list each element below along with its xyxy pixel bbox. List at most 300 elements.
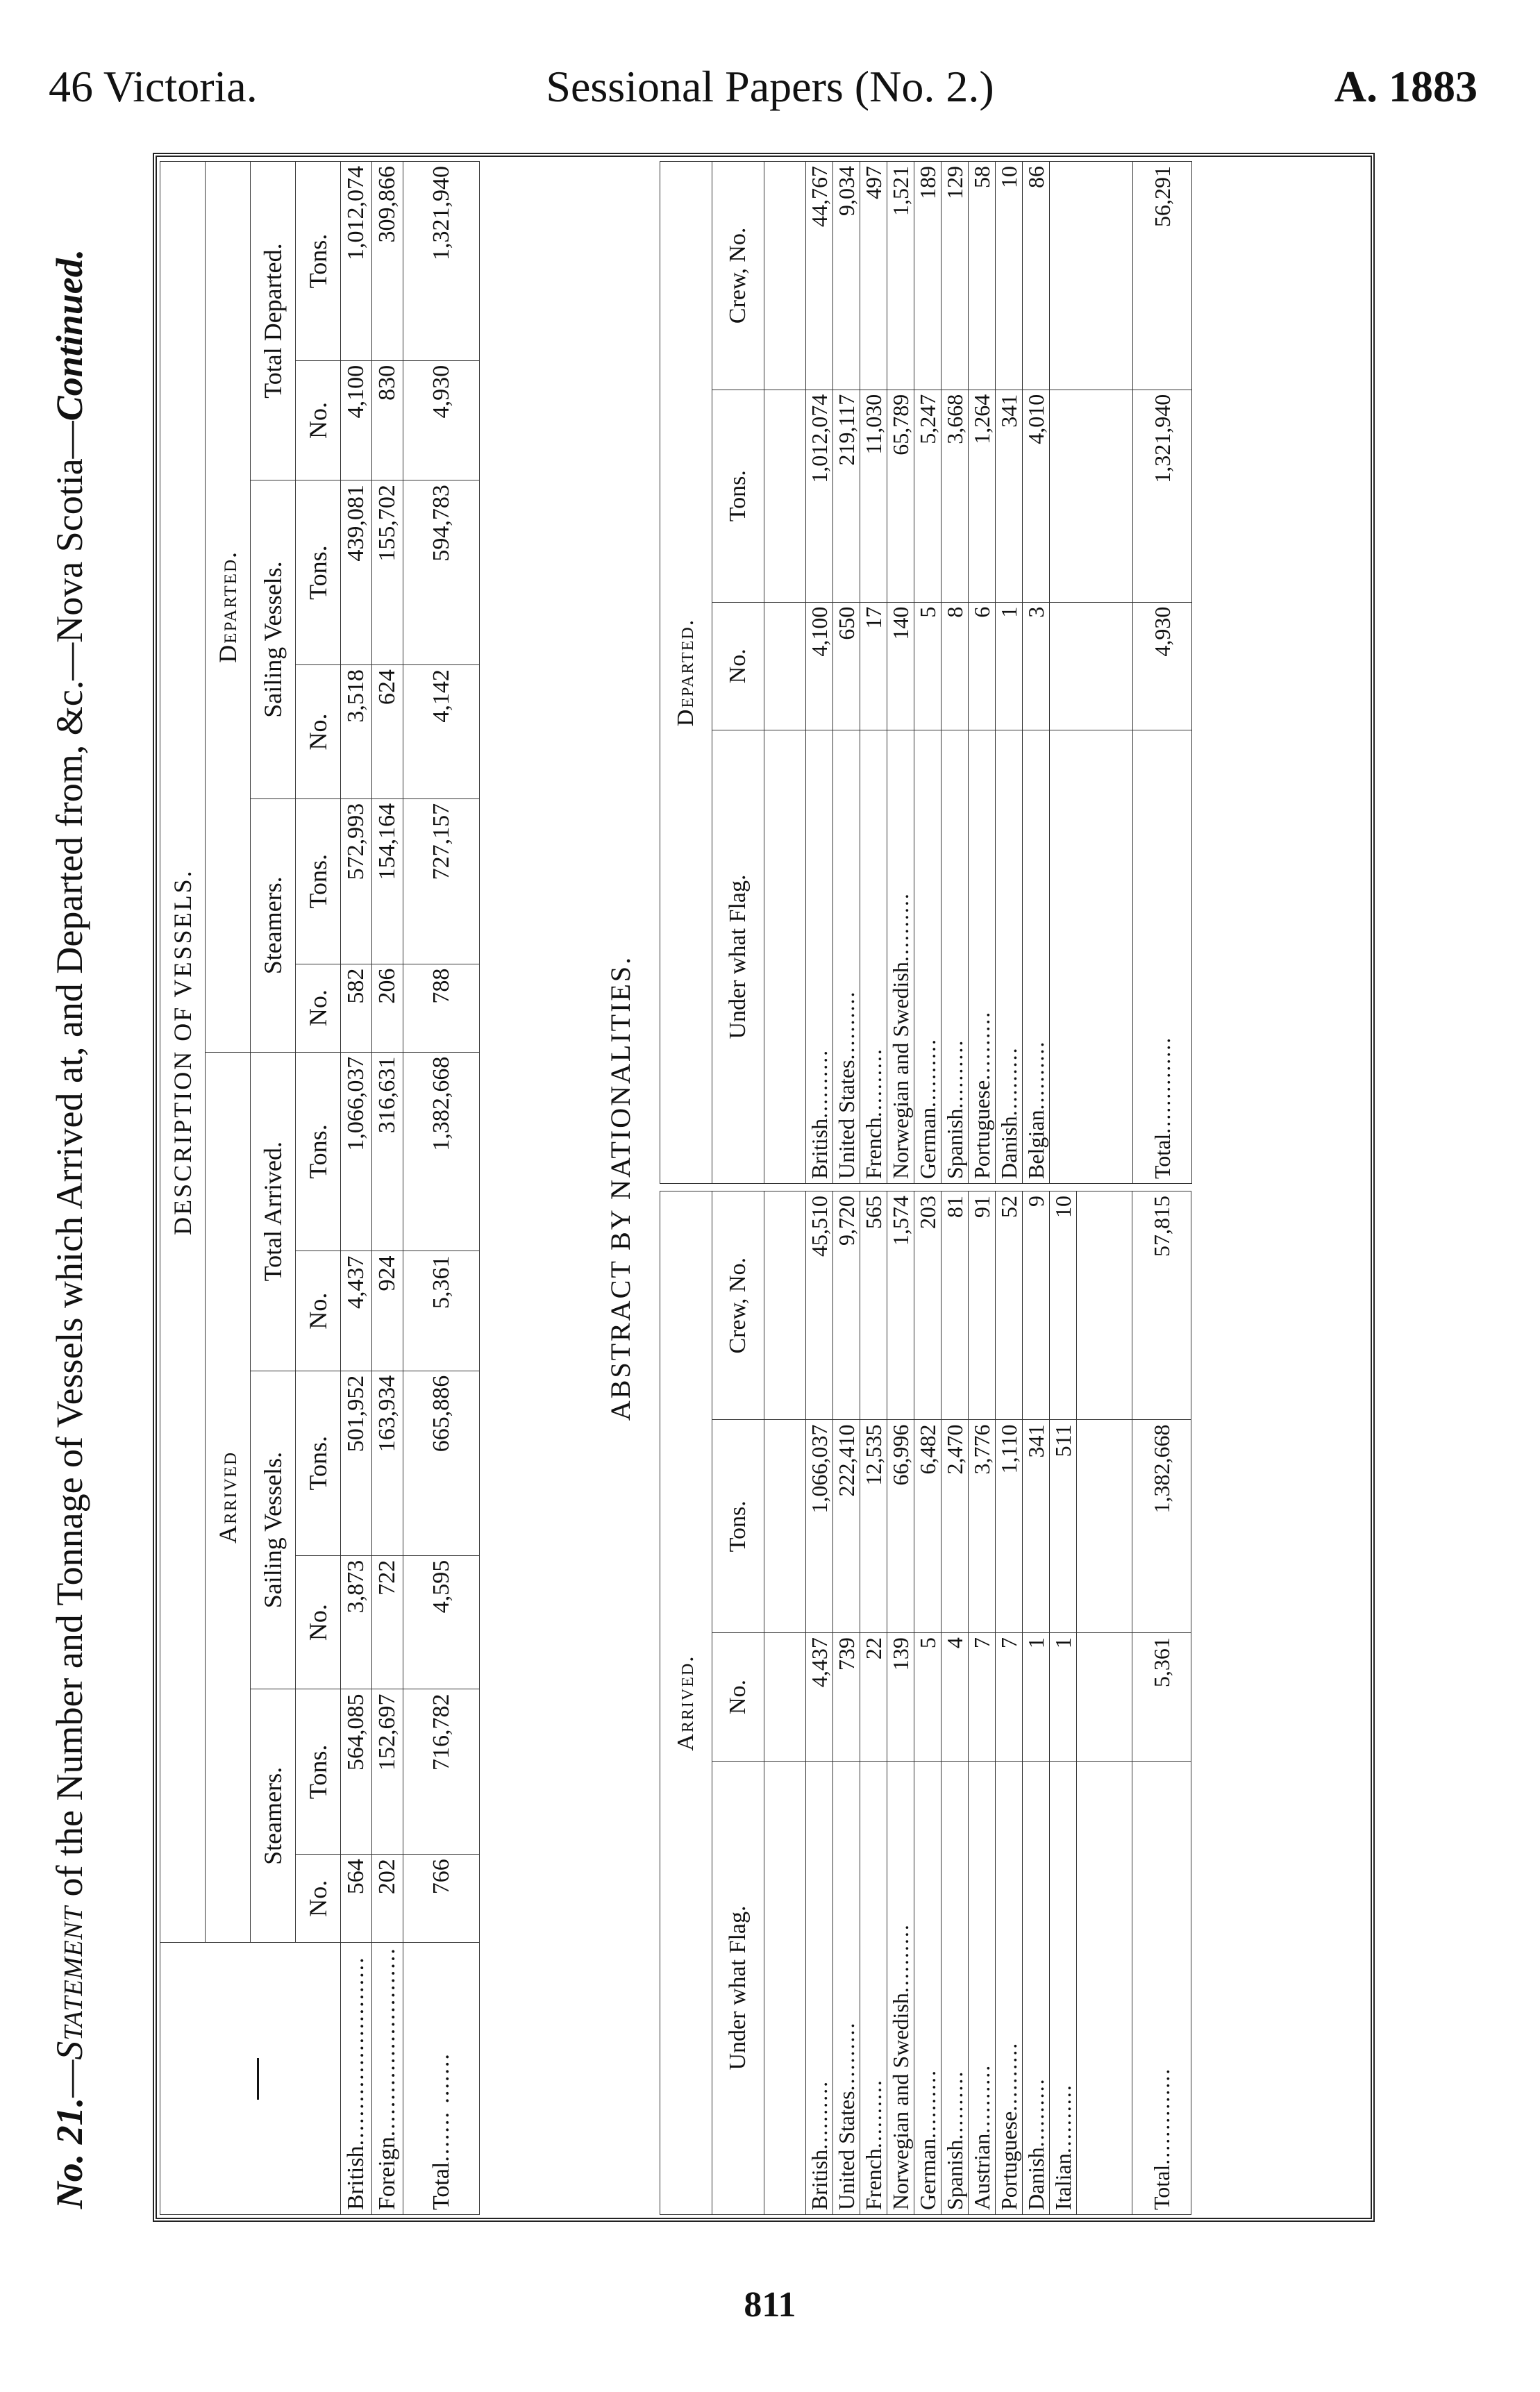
description-cell: 1,321,940 xyxy=(403,162,480,361)
abstract-cell xyxy=(860,390,887,602)
departed-heading: Departed. xyxy=(206,162,251,1053)
abstract-value: 3,668 xyxy=(942,394,967,444)
leader-dots: .......... xyxy=(861,1048,886,1118)
abstract-value: 1,574 xyxy=(888,1196,913,1246)
abstract-cell xyxy=(833,1420,860,1633)
arrived-heading: Arrived xyxy=(206,1052,251,1943)
abstract-spacer-row xyxy=(764,1191,806,2215)
leader-dots: .......... xyxy=(942,2070,967,2140)
description-row xyxy=(372,162,403,2215)
abstract-value: 9 xyxy=(1023,1196,1048,1207)
abstract-col-heading: Crew, No. xyxy=(712,162,764,390)
abstract-value: 5 xyxy=(915,606,940,618)
flag-cell xyxy=(996,730,1023,1184)
abstract-cell xyxy=(806,1191,833,1421)
spacer-cell xyxy=(1050,602,1133,730)
abstract-cell xyxy=(806,390,833,602)
flag-cell xyxy=(996,1762,1023,2215)
abstract-cell xyxy=(914,390,941,602)
description-cell: 4,595 xyxy=(403,1555,480,1689)
spacer-cell xyxy=(764,162,806,390)
header-year: A. 1883 xyxy=(1334,62,1478,111)
leader-dots: .......................... xyxy=(374,1947,400,2137)
description-cell: 501,952 xyxy=(341,1371,372,1555)
description-cell: 163,934 xyxy=(372,1371,403,1555)
total-arrived-heading: Total Arrived. xyxy=(251,1052,296,1371)
description-cell: 439,081 xyxy=(341,480,372,665)
abstract-cell xyxy=(833,602,860,730)
flag-name: Portuguese xyxy=(996,2111,1021,2210)
abstract-cell xyxy=(969,602,996,730)
abstract-row xyxy=(969,162,996,1184)
abstract-value: 1 xyxy=(996,606,1021,618)
total-label-cell xyxy=(1133,730,1192,1184)
col-tons-heading: Tons. xyxy=(296,480,341,665)
abstract-value: 4,100 xyxy=(807,606,832,657)
abstract-row xyxy=(833,162,860,1184)
abstract-cell xyxy=(860,602,887,730)
flag-cell xyxy=(887,730,914,1184)
abstract-cell xyxy=(887,1633,914,1762)
header-papers: Sessional Papers (No. 2.) xyxy=(546,62,994,111)
col-no-heading: No. xyxy=(296,964,341,1052)
leader-dots: .......... xyxy=(1023,2077,1048,2148)
description-cell: 3,873 xyxy=(341,1555,372,1689)
abstract-value: 45,510 xyxy=(807,1196,832,1257)
description-heading: DESCRIPTION OF VESSELS. xyxy=(160,162,206,1943)
departed-abstract-body xyxy=(764,162,1192,1184)
description-cell: 1,382,668 xyxy=(403,1052,480,1251)
abstract-cell xyxy=(887,602,914,730)
arr-sailing-heading: Sailing Vessels. xyxy=(251,1371,296,1689)
flag-name: Portuguese xyxy=(969,1080,994,1179)
col-no-heading: No. xyxy=(296,1555,341,1689)
abstract-col-heading: Tons. xyxy=(712,390,764,602)
col-tons-heading: Tons. xyxy=(296,1052,341,1251)
flag-cell xyxy=(860,1762,887,2215)
abstract-cell xyxy=(969,1191,996,1421)
leader-dots: .......... xyxy=(807,2080,832,2150)
flag-name: French xyxy=(861,1117,886,1179)
abstract-cell xyxy=(1050,1633,1077,1762)
abstract-cell xyxy=(996,162,1023,390)
abstract-value: 341 xyxy=(1023,1424,1048,1458)
description-cell: 727,157 xyxy=(403,798,480,964)
abstract-cell xyxy=(969,1633,996,1762)
abstract-row xyxy=(969,1191,996,2215)
abstract-cell xyxy=(1050,1191,1077,1421)
abstract-cell xyxy=(887,1191,914,1421)
flag-name: United States xyxy=(834,1060,859,1179)
flag-name: Italian xyxy=(1051,2153,1076,2210)
abstract-cell xyxy=(1023,1191,1050,1421)
description-cell: 624 xyxy=(372,665,403,799)
leader-dots: .......... xyxy=(834,2021,859,2091)
abstract-value: 1 xyxy=(1023,1637,1048,1649)
abstract-value: 222,410 xyxy=(834,1424,859,1497)
abstract-col-heading: Under what Flag. xyxy=(712,1762,764,2215)
header-session: 46 Victoria. xyxy=(49,62,258,111)
leader-dots: ....... ....... xyxy=(428,2052,454,2162)
abstract-value: 4,437 xyxy=(807,1637,832,1688)
col-tons-heading: Tons. xyxy=(296,162,341,361)
departed-abstract-heading: Departed. xyxy=(660,162,712,1184)
abstract-cell xyxy=(833,1633,860,1762)
description-cell: 716,782 xyxy=(403,1689,480,1855)
total-cell xyxy=(1132,1420,1191,1633)
abstract-row xyxy=(996,162,1023,1184)
leader-dots: .......................... xyxy=(343,1956,369,2146)
abstract-cell xyxy=(860,1191,887,1421)
leader-dots: .......... xyxy=(915,1037,940,1107)
dep-sailing-heading: Sailing Vessels. xyxy=(251,480,296,799)
spacer-cell xyxy=(764,602,806,730)
abstract-value: 139 xyxy=(888,1637,913,1671)
description-cell: 5,361 xyxy=(403,1251,480,1371)
arr-steamers-heading: Steamers. xyxy=(251,1689,296,1943)
abstract-spacer-row xyxy=(1077,1191,1132,2215)
spacer-cell xyxy=(764,1191,806,1421)
abstract-value: 4,010 xyxy=(1023,394,1048,444)
abstract-value: 11,030 xyxy=(861,394,886,455)
flag-cell xyxy=(887,1762,914,2215)
abstract-value: 6,482 xyxy=(915,1424,940,1475)
abstract-cell xyxy=(1023,162,1050,390)
abstract-cell xyxy=(941,390,969,602)
spacer-cell xyxy=(1077,1420,1132,1633)
flag-cell xyxy=(1023,1762,1050,2215)
title-continued: Continued. xyxy=(49,249,90,421)
abstract-cell xyxy=(941,1633,969,1762)
leader-dots: .......... xyxy=(861,2079,886,2149)
total-cell xyxy=(1133,162,1192,390)
abstract-cell xyxy=(806,602,833,730)
abstract-cell xyxy=(806,1633,833,1762)
abstract-value: 341 xyxy=(996,394,1021,428)
flag-cell xyxy=(914,730,941,1184)
total-value: 1,382,668 xyxy=(1149,1424,1174,1514)
spacer-cell xyxy=(764,730,806,1184)
description-cell: 594,783 xyxy=(403,480,480,665)
leader-dots: .......... xyxy=(915,2068,940,2139)
row-label xyxy=(403,1943,480,2215)
flag-cell xyxy=(806,730,833,1184)
title-statement: Statement xyxy=(49,1905,90,2060)
abstract-value: 129 xyxy=(942,166,967,199)
total-label: Total xyxy=(1150,1133,1175,1179)
abstract-cell xyxy=(1023,602,1050,730)
abstract-total-row xyxy=(1132,1191,1191,2215)
stub-header xyxy=(160,1943,341,2215)
flag-name: Norwegian and Swedish xyxy=(888,962,913,1179)
abstract-value: 140 xyxy=(888,606,913,640)
description-body xyxy=(341,162,480,2215)
sub-header-row xyxy=(296,162,341,2215)
flag-cell xyxy=(941,730,969,1184)
abstract-value: 3 xyxy=(1023,606,1048,618)
departed-columns xyxy=(712,162,764,1184)
description-row xyxy=(403,162,480,2215)
abstract-cell xyxy=(914,602,941,730)
departed-abstract-table xyxy=(660,161,1192,1184)
col-tons-heading: Tons. xyxy=(296,798,341,964)
col-no-heading: No. xyxy=(296,665,341,799)
abstract-row xyxy=(833,1191,860,2215)
row-label xyxy=(341,1943,372,2215)
description-cell: 206 xyxy=(372,964,403,1052)
description-cell: 4,142 xyxy=(403,665,480,799)
abstract-col-heading: Crew, No. xyxy=(712,1191,764,1421)
abstract-value: 3,776 xyxy=(969,1424,994,1475)
flag-name: Danish xyxy=(996,1116,1021,1179)
abstract-cell xyxy=(806,1420,833,1633)
abstract-value: 1,012,074 xyxy=(807,394,832,483)
total-value: 57,815 xyxy=(1149,1196,1174,1257)
abstract-row xyxy=(806,162,833,1184)
total-value: 5,361 xyxy=(1149,1637,1174,1688)
abstract-total-row xyxy=(1133,162,1192,1184)
spacer-cell xyxy=(764,1762,806,2215)
col-no-heading: No. xyxy=(296,1855,341,1943)
abstract-row xyxy=(1050,1191,1077,2215)
abstract-cell xyxy=(914,1420,941,1633)
abstract-value: 91 xyxy=(969,1196,994,1218)
abstract-cell xyxy=(914,1633,941,1762)
spacer-cell xyxy=(764,1420,806,1633)
abstract-col-heading: Under what Flag. xyxy=(712,730,764,1184)
abstract-row xyxy=(887,162,914,1184)
abstract-cell xyxy=(996,1633,1023,1762)
spacer-cell xyxy=(764,390,806,602)
leader-dots: .......... xyxy=(1051,2084,1076,2154)
flag-name: Belgian xyxy=(1023,1110,1048,1179)
abstract-cell xyxy=(833,1191,860,1421)
flag-name: Norwegian and Swedish xyxy=(888,1993,913,2210)
col-tons-heading: Tons. xyxy=(296,1689,341,1855)
abstract-value: 9,720 xyxy=(834,1196,859,1246)
abstract-value: 650 xyxy=(834,606,859,640)
leader-dots: .......... xyxy=(942,1039,967,1109)
abstract-col-heading: No. xyxy=(712,602,764,730)
flag-name: Spanish xyxy=(942,1108,967,1179)
description-cell: 766 xyxy=(403,1855,480,1943)
title-text: of the Number and Tonnage of Vessels which Arrived at, and Departed from, &c.—Nova Scotia— xyxy=(49,421,90,1906)
abstract-value: 497 xyxy=(861,166,886,199)
total-departed-heading: Total Departed. xyxy=(251,162,296,480)
abstract-value: 1,264 xyxy=(969,394,994,444)
total-cell xyxy=(1132,1633,1191,1762)
flag-cell xyxy=(914,1762,941,2215)
abstract-value: 1,521 xyxy=(888,166,913,216)
col-no-heading: No. xyxy=(296,1251,341,1371)
flag-cell xyxy=(969,1762,996,2215)
row-label xyxy=(372,1943,403,2215)
abstract-cell xyxy=(969,390,996,602)
abstract-value: 4 xyxy=(942,1637,967,1649)
leader-dots: .......... xyxy=(888,892,913,962)
title-number: No. 21. xyxy=(49,2097,90,2209)
description-cell: 722 xyxy=(372,1555,403,1689)
abstract-value: 189 xyxy=(915,166,940,199)
abstract-value: 10 xyxy=(996,166,1021,188)
rotated-statement xyxy=(49,153,1375,2222)
arrived-abstract-table xyxy=(660,1191,1191,2215)
description-cell: 3,518 xyxy=(341,665,372,799)
spacer-cell xyxy=(1077,1762,1132,2215)
flag-cell xyxy=(806,1762,833,2215)
flag-cell xyxy=(1023,730,1050,1184)
abstract-value: 86 xyxy=(1023,166,1048,188)
description-cell: 152,697 xyxy=(372,1689,403,1855)
abstract-cell xyxy=(996,390,1023,602)
description-cell: 582 xyxy=(341,964,372,1052)
abstract-row xyxy=(996,1191,1023,2215)
abstract-value: 9,034 xyxy=(834,166,859,216)
abstract-cell xyxy=(887,162,914,390)
page-number: 811 xyxy=(744,2285,796,2325)
description-table xyxy=(160,161,480,2215)
abstract-value: 7 xyxy=(969,1637,994,1649)
description-cell: 4,437 xyxy=(341,1251,372,1371)
abstract-value: 7 xyxy=(996,1637,1021,1649)
leader-dots: .......... xyxy=(969,2064,994,2134)
flag-name: German xyxy=(915,2138,940,2210)
flag-name: Spanish xyxy=(942,2139,967,2210)
description-cell: 316,631 xyxy=(372,1052,403,1251)
abstract-cell xyxy=(996,602,1023,730)
description-cell: 788 xyxy=(403,964,480,1052)
abstract-cell xyxy=(860,162,887,390)
row-label-text: Total xyxy=(428,2161,454,2210)
abstract-value: 12,535 xyxy=(861,1424,886,1486)
abstract-value: 10 xyxy=(1051,1196,1076,1218)
abstract-row xyxy=(860,1191,887,2215)
abstract-cell xyxy=(806,162,833,390)
total-label-cell xyxy=(1132,1762,1191,2215)
abstract-cell xyxy=(941,1191,969,1421)
total-value: 56,291 xyxy=(1150,166,1175,227)
flag-name: German xyxy=(915,1107,940,1179)
flag-cell xyxy=(833,730,860,1184)
row-label-text: Foreign xyxy=(374,2136,400,2210)
row-label-text: British xyxy=(343,2146,369,2210)
abstract-cell xyxy=(941,162,969,390)
abstract-value: 22 xyxy=(861,1637,886,1660)
abstract-value: 565 xyxy=(861,1196,886,1229)
flag-cell xyxy=(969,730,996,1184)
description-cell: 665,886 xyxy=(403,1371,480,1555)
flag-cell xyxy=(1050,1762,1077,2215)
abstract-value: 8 xyxy=(942,606,967,618)
abstract-cell xyxy=(860,1420,887,1633)
abstract-row xyxy=(941,162,969,1184)
abstract-value: 511 xyxy=(1051,1424,1076,1457)
col-no-heading: No. xyxy=(296,360,341,480)
total-cell xyxy=(1132,1191,1191,1421)
description-cell: 1,012,074 xyxy=(341,162,372,361)
flag-name: British xyxy=(807,1118,832,1179)
flag-name: United States xyxy=(834,2091,859,2210)
leader-dots: .......... xyxy=(996,2041,1021,2111)
abstract-value: 219,117 xyxy=(834,394,859,466)
abstract-row xyxy=(806,1191,833,2215)
spacer-cell xyxy=(1050,390,1133,602)
abstract-row xyxy=(1023,162,1050,1184)
abstract-cell xyxy=(1023,1633,1050,1762)
abstract-value: 52 xyxy=(996,1196,1021,1218)
abstract-spacer-row xyxy=(1050,162,1133,1184)
title-dash: — xyxy=(49,2059,90,2098)
total-value: 1,321,940 xyxy=(1150,394,1175,483)
flag-cell xyxy=(860,730,887,1184)
abstract-cell xyxy=(969,1420,996,1633)
flag-cell xyxy=(833,1762,860,2215)
abstract-value: 1,110 xyxy=(996,1424,1021,1474)
leader-dots: .......... xyxy=(834,990,859,1060)
abstract-cell xyxy=(941,602,969,730)
abstract-row xyxy=(860,162,887,1184)
description-cell: 564 xyxy=(341,1855,372,1943)
description-cell: 924 xyxy=(372,1251,403,1371)
leader-dots: .......... xyxy=(1023,1040,1048,1110)
abstract-cell xyxy=(969,162,996,390)
spacer-cell xyxy=(764,1633,806,1762)
flag-name: French xyxy=(861,2148,886,2210)
leader-dots: .......... xyxy=(807,1048,832,1119)
leader-dots: .......... xyxy=(969,1010,994,1080)
leader-dots: .............. xyxy=(1149,2067,1174,2165)
abstract-value: 58 xyxy=(969,166,994,188)
abstract-cell xyxy=(996,1420,1023,1633)
abstract-col-heading: No. xyxy=(712,1633,764,1762)
statement-title xyxy=(49,153,90,2305)
description-cell: 4,930 xyxy=(403,360,480,480)
leader-dots: .......... xyxy=(888,1923,913,1993)
abstract-cell xyxy=(1023,390,1050,602)
flag-cell xyxy=(941,1762,969,2215)
arrived-columns xyxy=(712,1191,764,2215)
arrived-abstract-body xyxy=(764,1191,1191,2215)
abstract-value: 65,789 xyxy=(888,394,913,455)
description-cell: 830 xyxy=(372,360,403,480)
abstract-value: 66,996 xyxy=(888,1424,913,1486)
description-cell: 154,164 xyxy=(372,798,403,964)
description-cell: 564,085 xyxy=(341,1689,372,1855)
total-cell xyxy=(1133,602,1192,730)
spacer-cell xyxy=(1077,1191,1132,1421)
abstract-value: 1,066,037 xyxy=(807,1424,832,1514)
abstract-value: 1 xyxy=(1051,1637,1076,1649)
leader-dots: .......... xyxy=(996,1046,1021,1116)
abstract-cell xyxy=(833,162,860,390)
description-cell: 155,702 xyxy=(372,480,403,665)
abstract-row xyxy=(914,162,941,1184)
abstract-value: 17 xyxy=(861,606,886,629)
description-cell: 572,993 xyxy=(341,798,372,964)
description-cell: 309,866 xyxy=(372,162,403,361)
abstract-value: 2,470 xyxy=(942,1424,967,1475)
abstract-value: 5 xyxy=(915,1637,940,1649)
abstract-spacer-row xyxy=(764,162,806,1184)
abstract-cell xyxy=(1050,1420,1077,1633)
flag-name: British xyxy=(807,2149,832,2210)
col-tons-heading: Tons. xyxy=(296,1371,341,1555)
dep-steamers-heading: Steamers. xyxy=(251,798,296,1052)
abstract-cell xyxy=(1023,1420,1050,1633)
abstract-row xyxy=(914,1191,941,2215)
total-cell xyxy=(1133,390,1192,602)
abstract-value: 81 xyxy=(942,1196,967,1218)
